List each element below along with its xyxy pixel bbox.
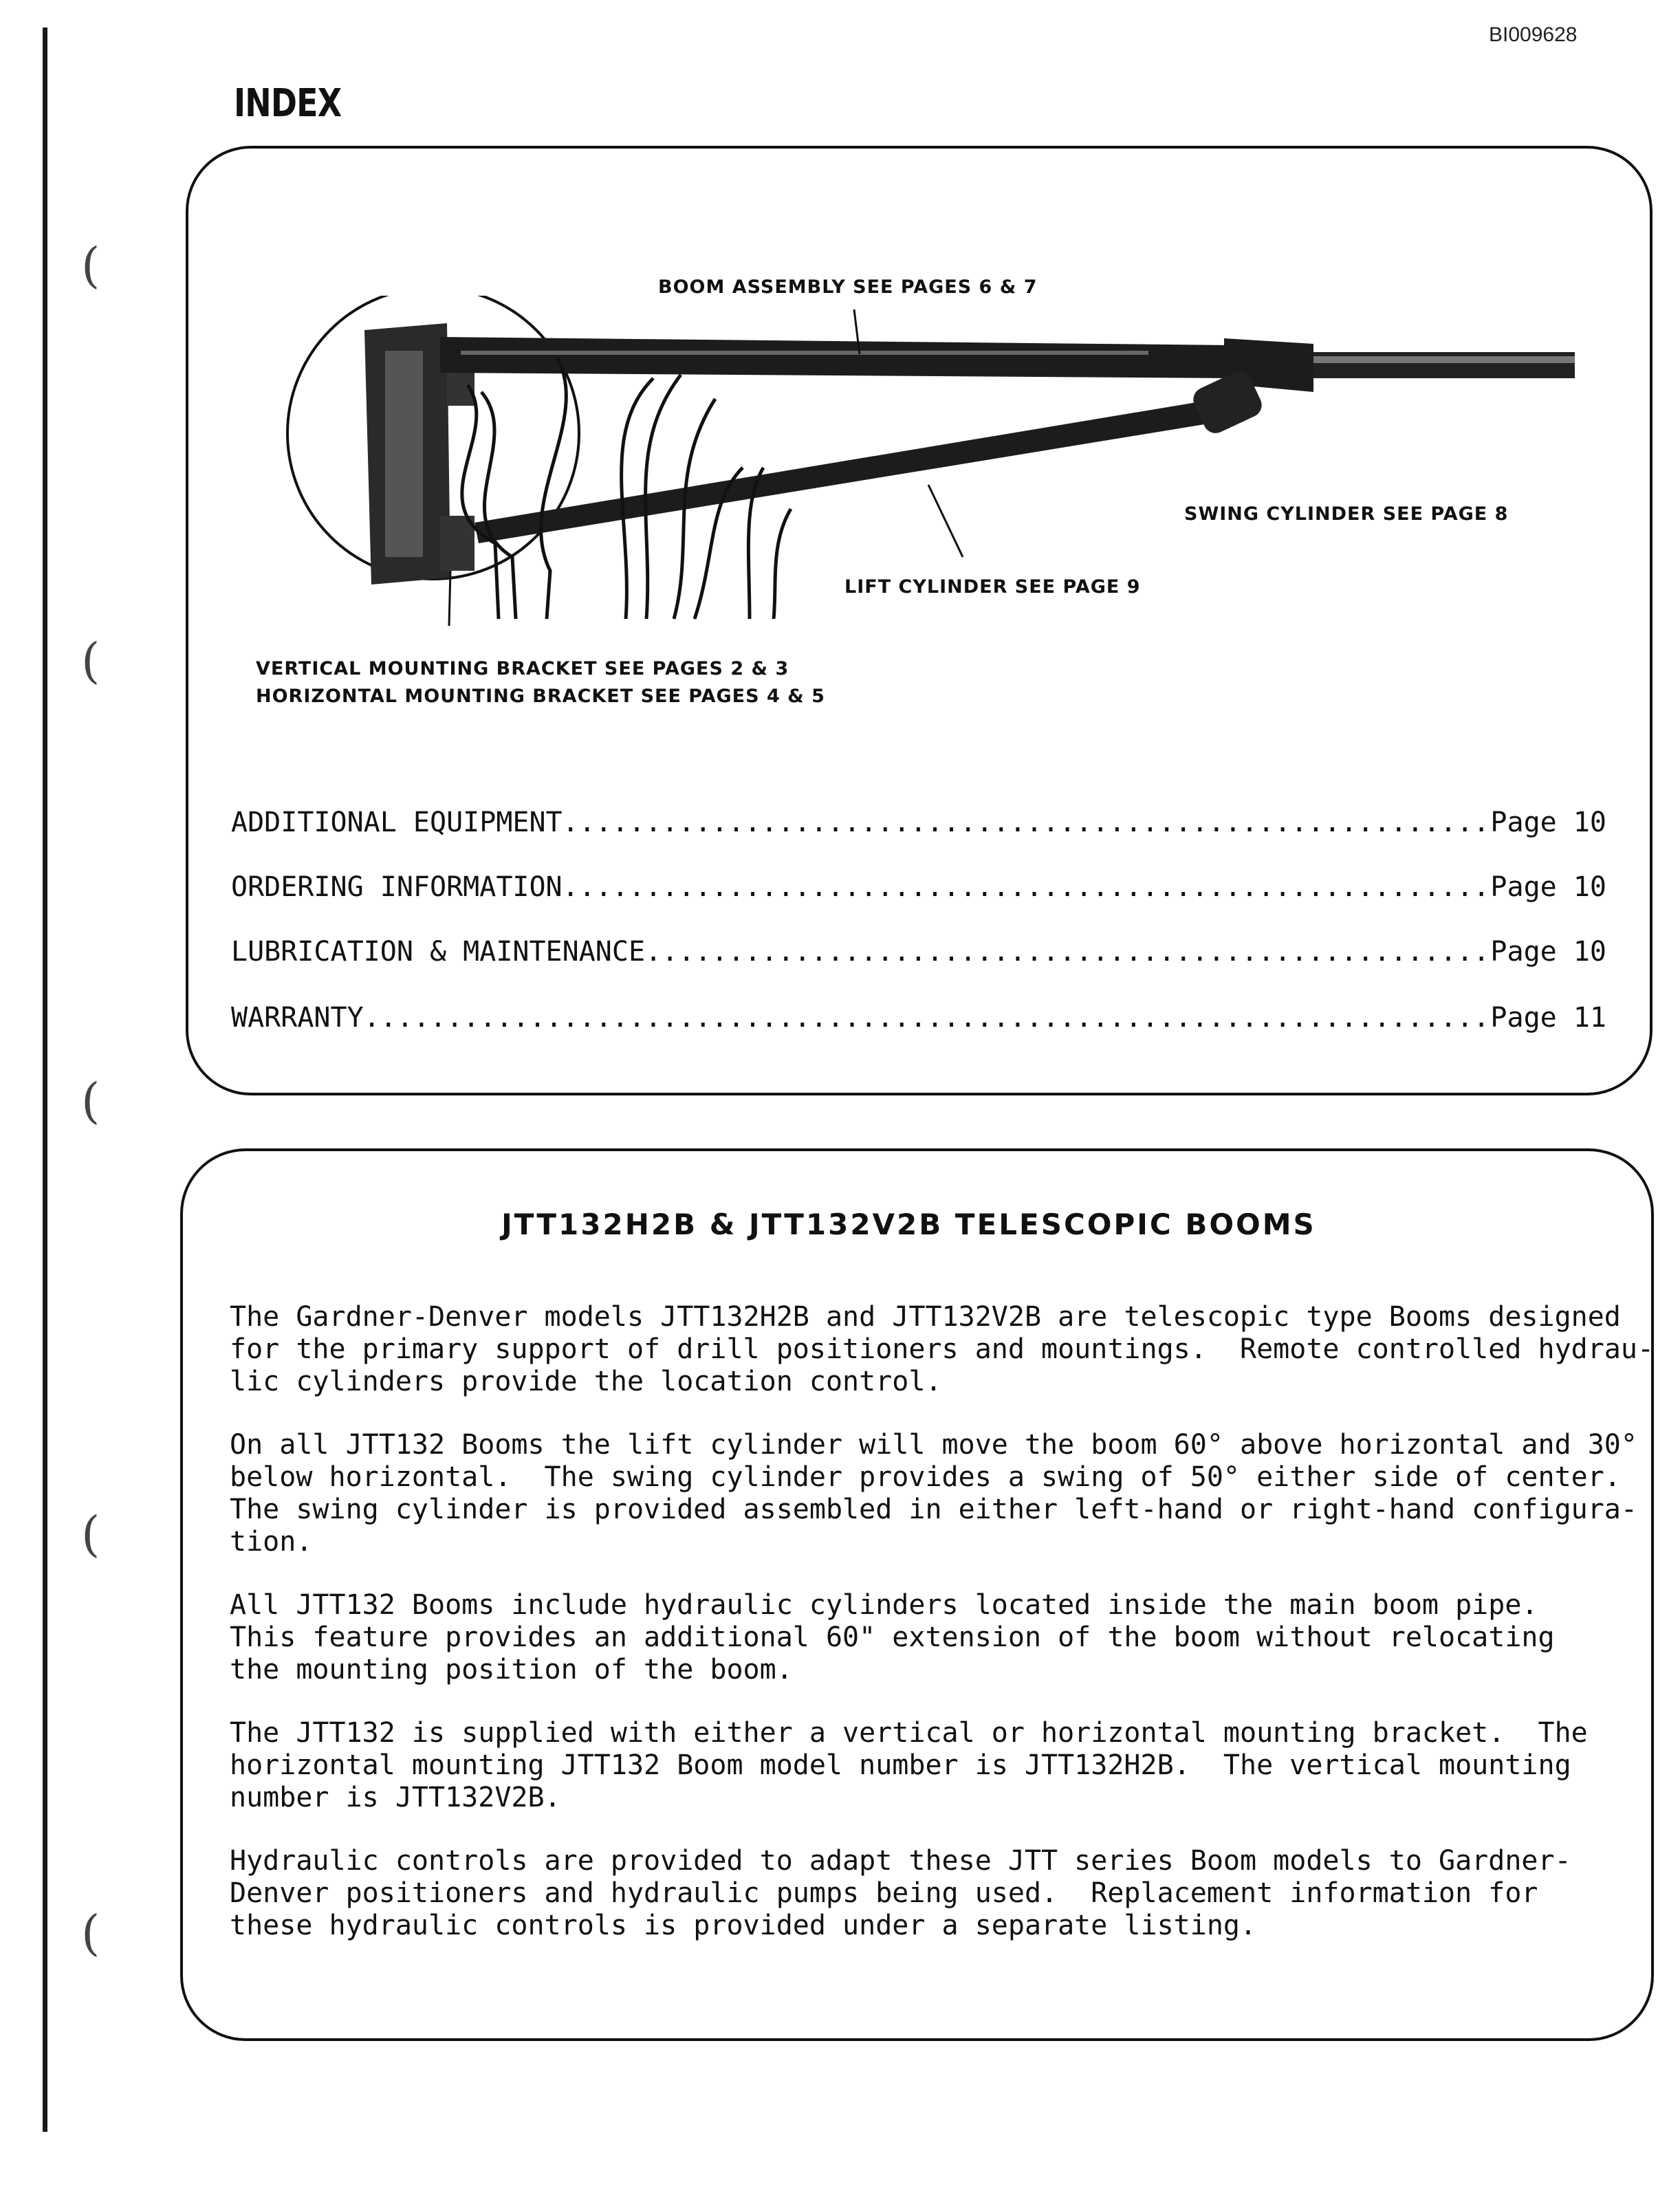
toc-leader-dots (364, 1002, 1491, 1034)
punch-hole-mark: ( (81, 237, 100, 294)
toc-page: Page 10 (1490, 807, 1606, 838)
booms-heading: JTT132H2B & JTT132V2B TELESCOPIC BOOMS (501, 1208, 1316, 1241)
toc-label: ADDITIONAL EQUIPMENT (231, 807, 563, 838)
callout-horizontal-bracket: HORIZONTAL MOUNTING BRACKET SEE PAGES 4 & 5 (256, 686, 825, 707)
callout-lift-cylinder: LIFT CYLINDER SEE PAGE 9 (844, 576, 1141, 598)
callout-swing-cylinder: SWING CYLINDER SEE PAGE 8 (1184, 503, 1509, 525)
toc-label: WARRANTY (231, 1002, 364, 1034)
toc-page: Page 10 (1490, 871, 1606, 903)
paragraph-hydraulic-controls: Hydraulic controls are provided to adapt these JTT series Boom models to Gardner- Denver positioners and hydraulic pumps being used. Replacement information for these hydraulic controls is provided under a separate listing. (230, 1845, 1571, 1941)
paragraph-extension: All JTT132 Booms include hydraulic cylinders located inside the main boom pipe. This feature provides an additional 60" extension of the boom without relocating the mounting position of the boom. (230, 1589, 1555, 1685)
paragraph-cylinders: On all JTT132 Booms the lift cylinder will move the boom 60° above horizontal and 30° below horizontal. The swing cylinder provides a swing of 50° either side of center. The swing cylinder is provided assembled in either left-hand or right-hand configura- tion. (230, 1429, 1637, 1558)
binder-edge-line (43, 28, 47, 2132)
paragraph-overview: The Gardner-Denver models JTT132H2B and JTT132V2B are telescopic type Booms designed for the primary support of drill positioners and mountings. Remote controlled hydrau- lic cylinders provide the location control. (230, 1301, 1655, 1397)
toc-row-ordering-information (231, 871, 1606, 903)
paragraph-mounting: The JTT132 is supplied with either a vertical or horizontal mounting bracket. The horizontal mounting JTT132 Boom model number is JTT132H2B. The vertical mounting number is JTT132V2B. (230, 1717, 1588, 1813)
lift-cylinder (474, 399, 1225, 543)
toc-label: LUBRICATION & MAINTENANCE (231, 936, 646, 968)
toc-row-lubrication-maintenance (231, 936, 1606, 968)
document-id: BI009628 (1489, 23, 1578, 46)
toc-leader-dots (563, 807, 1491, 838)
toc-page: Page 10 (1490, 936, 1606, 968)
callout-vertical-bracket: VERTICAL MOUNTING BRACKET SEE PAGES 2 & 3 (256, 658, 789, 679)
punch-hole-mark: ( (81, 633, 100, 689)
punch-hole-mark: ( (81, 1905, 100, 1961)
toc-page: Page 11 (1490, 1002, 1606, 1034)
toc-row-warranty (231, 1002, 1606, 1034)
toc-leader-dots (563, 871, 1491, 903)
toc-label: ORDERING INFORMATION (231, 871, 563, 903)
punch-hole-mark: ( (81, 1073, 100, 1129)
toc-row-additional-equipment (231, 807, 1606, 838)
toc-leader-dots (645, 936, 1490, 968)
index-heading: INDEX (234, 81, 342, 126)
punch-hole-mark: ( (81, 1506, 100, 1562)
callout-boom-assembly: BOOM ASSEMBLY SEE PAGES 6 & 7 (658, 276, 1038, 298)
